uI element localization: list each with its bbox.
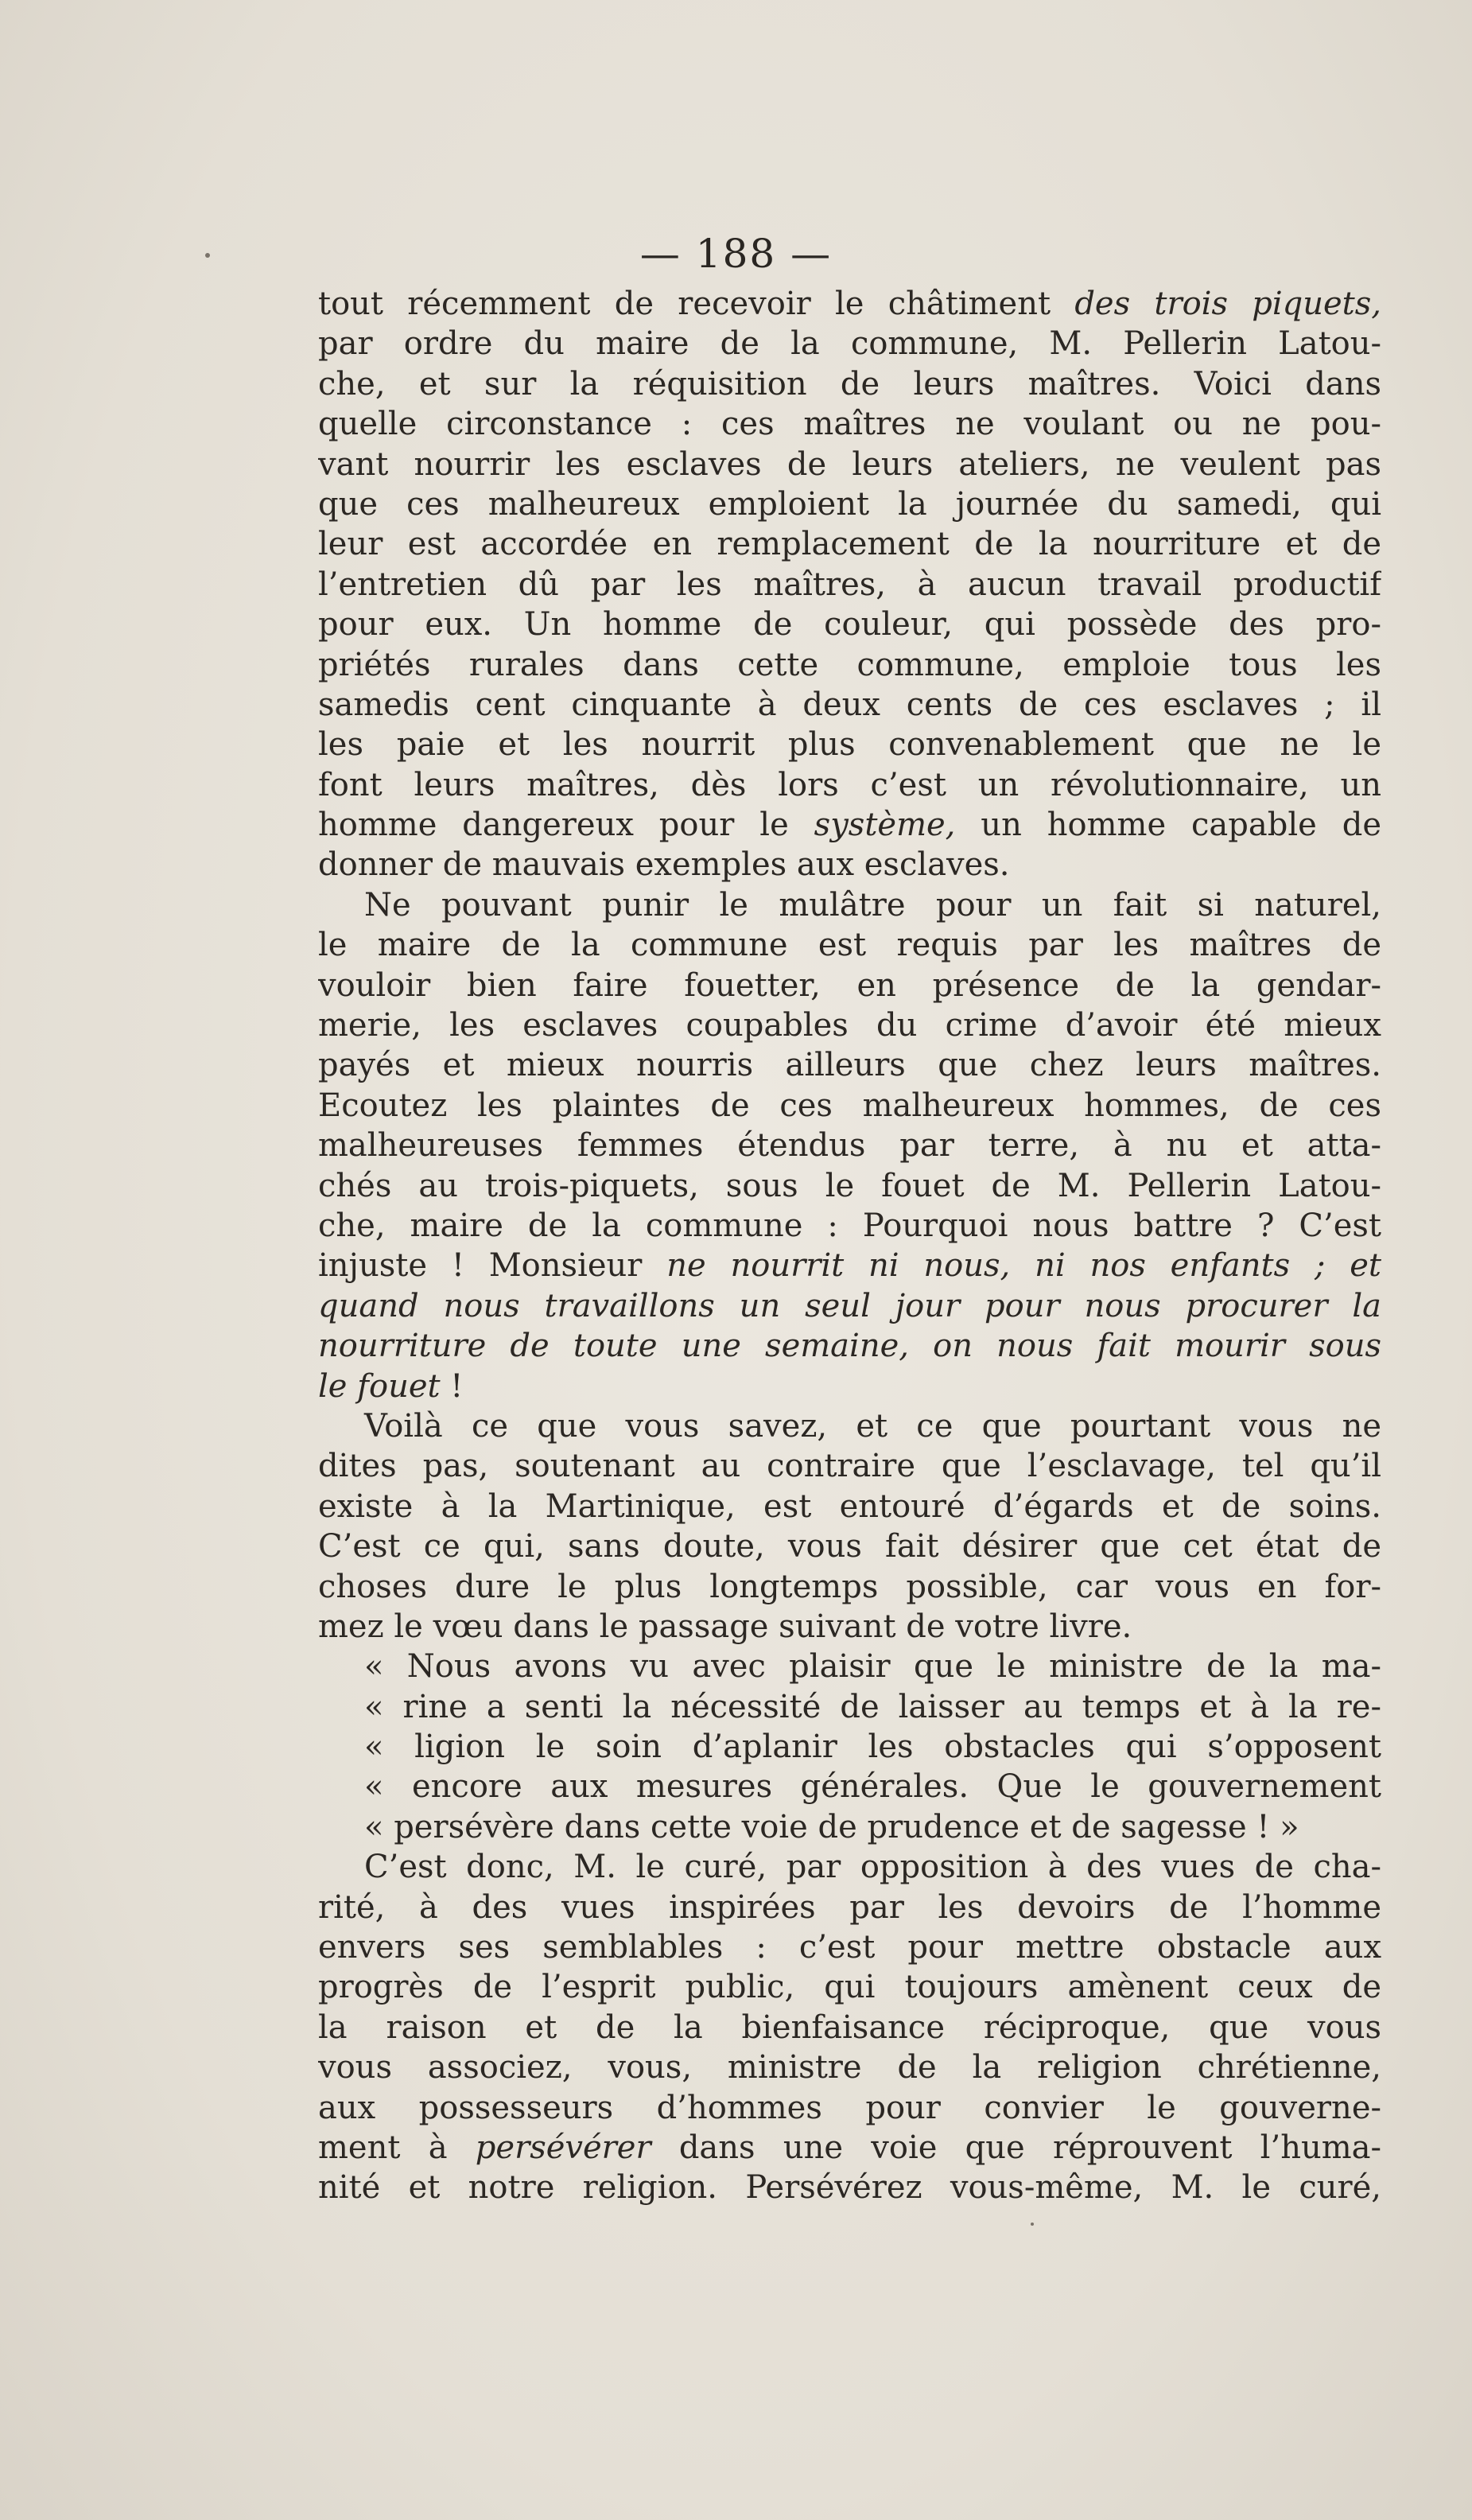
text-run: C’est ce qui, sans doute, vous fait désirer que cet état de <box>318 1528 1381 1565</box>
text-run: tout récemment de recevoir le châtiment <box>318 286 1075 322</box>
text-run: choses dure le plus longtemps possible, car vous en for- <box>318 1568 1381 1605</box>
text-line <box>318 765 1381 805</box>
text-line <box>318 2048 1381 2087</box>
italic-text: le fouet <box>318 1367 441 1405</box>
text-run: par ordre du maire de la commune, M. Pellerin Latou- <box>318 325 1381 363</box>
text-line <box>318 685 1381 725</box>
text-line <box>318 1166 1381 1206</box>
italic-text: nourriture de toute une semaine, on nous fait mourir sous <box>318 1328 1381 1365</box>
text-run: un homme capable de <box>955 807 1381 844</box>
text-line <box>318 966 1381 1005</box>
text-line <box>318 1246 1381 1285</box>
text-line <box>318 1126 1381 1165</box>
text-run: « rine a senti la nécessité de laisser au temps et à la re- <box>364 1688 1381 1725</box>
text-line <box>318 1727 1381 1767</box>
text-run: mez le vœu dans le passage suivant de votre livre. <box>318 1608 1132 1645</box>
text-run: pour eux. Un homme de couleur, qui possède des pro- <box>318 606 1381 644</box>
text-line <box>318 1086 1381 1126</box>
text-run: chés au trois-piquets, sous le fouet de M. Pellerin Latou- <box>318 1167 1381 1204</box>
text-run: samedis cent cinquante à deux cents de ces esclaves ; il <box>318 686 1381 723</box>
text-line <box>318 1045 1381 1085</box>
text-run: progrès de l’esprit public, qui toujours amènent ceux de <box>318 1969 1381 2006</box>
text-line <box>318 524 1381 564</box>
text-line <box>318 364 1381 404</box>
text-run: malheureuses femmes étendus par terre, à nu et atta- <box>318 1127 1381 1165</box>
text-line <box>318 1888 1381 1927</box>
text-line <box>318 1927 1381 1967</box>
text-line <box>318 1406 1381 1446</box>
text-run: existe à la Martinique, est entouré d’égards et de soins. <box>318 1488 1381 1525</box>
text-run: les paie et les nourrit plus convenablement que ne le <box>318 726 1381 764</box>
text-run: C’est donc, M. le curé, par opposition à des vues de cha- <box>364 1849 1381 1886</box>
text-run: l’entretien dû par les maîtres, à aucun travail productif <box>318 566 1381 603</box>
text-run: aux possesseurs d’hommes pour convier le gouverne- <box>318 2089 1381 2126</box>
body-text <box>318 284 1381 2208</box>
text-run: merie, les esclaves coupables du crime d’avoir été mieux <box>318 1007 1381 1044</box>
text-line <box>318 1647 1381 1686</box>
text-line <box>318 1367 1381 1406</box>
italic-text: quand nous travaillons un seul jour pour nous procurer la <box>318 1287 1381 1324</box>
text-line <box>318 484 1381 524</box>
italic-text: persévérer <box>475 2129 651 2166</box>
text-line <box>318 284 1381 324</box>
text-line <box>318 1807 1381 1847</box>
text-run: che, et sur la réquisition de leurs maîtres. Voici dans <box>318 365 1381 402</box>
italic-text: système, <box>814 807 956 844</box>
text-run: envers ses semblables : c’est pour mettre obstacle aux <box>318 1929 1381 1966</box>
text-run: « persévère dans cette voie de prudence et de sagesse ! » <box>364 1808 1299 1845</box>
italic-text: ne nourrit ni nous, ni nos enfants ; et <box>666 1247 1381 1285</box>
text-run: vous associez, vous, ministre de la religion chrétienne, <box>318 2049 1381 2086</box>
text-line <box>318 845 1381 885</box>
text-line <box>318 1607 1381 1647</box>
italic-text: des trois piquets, <box>1074 286 1381 322</box>
text-line <box>318 1767 1381 1806</box>
text-run: donner de mauvais exemples aux esclaves. <box>318 846 1010 884</box>
text-run: leur est accordée en remplacement de la nourriture et de <box>318 526 1381 563</box>
text-run: Ne pouvant punir le mulâtre pour un fait si naturel, <box>364 886 1381 924</box>
text-run: quelle circonstance : ces maîtres ne voulant ou ne pou- <box>318 406 1381 443</box>
text-line <box>318 445 1381 484</box>
text-line <box>318 1005 1381 1045</box>
text-run: « Nous avons vu avec plaisir que le ministre de la ma- <box>364 1648 1381 1686</box>
text-line <box>318 1206 1381 1246</box>
text-line <box>318 565 1381 605</box>
text-run: rité, à des vues inspirées par les devoirs de l’homme <box>318 1888 1381 1926</box>
text-run: ment à <box>318 2129 476 2166</box>
text-line <box>318 645 1381 685</box>
text-run: che, maire de la commune : Pourquoi nous battre ? C’est <box>318 1207 1381 1244</box>
text-line <box>318 725 1381 764</box>
text-run: font leurs maîtres, dès lors c’est un révolutionnaire, un <box>318 766 1381 803</box>
text-run: vouloir bien faire fouetter, en présence de la gendar- <box>318 966 1381 1004</box>
text-line <box>318 885 1381 925</box>
text-run: « encore aux mesures générales. Que le gouvernement <box>364 1768 1381 1806</box>
text-line <box>318 1526 1381 1566</box>
text-run: « ligion le soin d’aplanir les obstacles qui s’opposent <box>364 1729 1381 1766</box>
text-run: nité et notre religion. Persévérez vous-même, M. le curé, <box>318 2169 1381 2207</box>
paper-speck <box>1031 2222 1034 2226</box>
text-line <box>318 1967 1381 2007</box>
text-run: vant nourrir les esclaves de leurs ateliers, ne veulent pas <box>318 445 1381 483</box>
text-line <box>318 925 1381 965</box>
text-line <box>318 2088 1381 2128</box>
text-line <box>318 1487 1381 1526</box>
text-line <box>318 2128 1381 2168</box>
text-line <box>318 1446 1381 1486</box>
text-run: priétés rurales dans cette commune, emploie tous les <box>318 646 1381 683</box>
text-run: la raison et de la bienfaisance réciproque, que vous <box>318 2009 1381 2046</box>
text-run: injuste ! Monsieur <box>318 1247 667 1285</box>
text-run: Ecoutez les plaintes de ces malheureux hommes, de ces <box>318 1087 1381 1124</box>
text-run: le maire de la commune est requis par les maîtres de <box>318 927 1381 964</box>
text-line <box>318 805 1381 845</box>
text-line <box>318 1687 1381 1727</box>
text-line <box>318 324 1381 364</box>
text-run: dans une voie que réprouvent l’huma- <box>651 2129 1381 2166</box>
text-run: ! <box>440 1367 464 1405</box>
text-run: Voilà ce que vous savez, et ce que pourtant vous ne <box>364 1407 1381 1445</box>
page-number: — 188 — <box>639 231 833 277</box>
text-line <box>318 1847 1381 1887</box>
text-run: homme dangereux pour le <box>318 807 814 844</box>
text-run: payés et mieux nourris ailleurs que chez leurs maîtres. <box>318 1047 1381 1084</box>
text-line <box>318 605 1381 644</box>
text-line <box>318 2168 1381 2207</box>
text-line <box>318 1567 1381 1607</box>
text-line <box>318 1326 1381 1366</box>
text-line <box>318 404 1381 444</box>
text-line <box>318 1286 1381 1326</box>
text-run: dites pas, soutenant au contraire que l’esclavage, tel qu’il <box>318 1448 1381 1485</box>
text-run: que ces malheureux emploient la journée du samedi, qui <box>318 485 1381 523</box>
text-line <box>318 2008 1381 2048</box>
